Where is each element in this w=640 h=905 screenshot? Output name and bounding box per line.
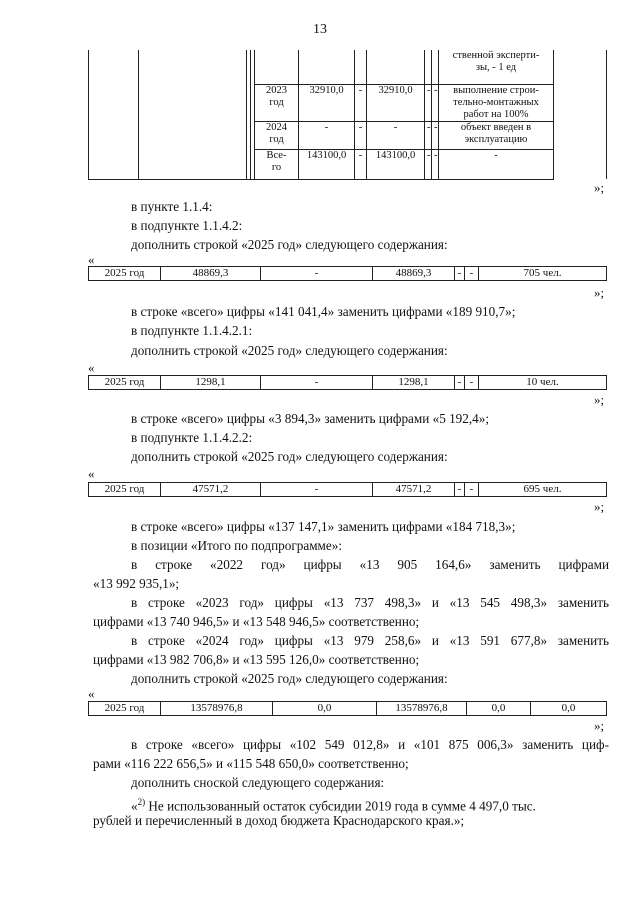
cell-regional: 143100,0: [367, 149, 425, 179]
cell-year: 2024 год: [255, 121, 299, 149]
close-quote: »;: [594, 499, 605, 514]
cell-year: 2025 год: [89, 702, 161, 716]
cell-regional: 47571,2: [373, 483, 455, 497]
cell-result: ственной эксперти- зы, - 1 ед: [439, 50, 554, 84]
row-2025-table: [88, 375, 607, 390]
cell-local: -: [425, 121, 432, 149]
cell-year: Все- го: [255, 149, 299, 179]
table-row: [89, 149, 607, 179]
text-line: в строке «всего» цифры «141 041,4» заменить цифрами «189 910,7»;: [131, 304, 516, 319]
row-2025-table: [88, 482, 607, 497]
cell-blank: [89, 149, 139, 179]
cell-other: -: [465, 376, 479, 390]
cell-local: -: [455, 376, 465, 390]
cell-other: -: [432, 121, 439, 149]
cell-total: 13578976,8: [161, 702, 273, 716]
table-row: [89, 50, 607, 84]
cell-blank: [554, 50, 607, 84]
table-row: [89, 483, 607, 497]
cell-total: 143100,0: [299, 149, 355, 179]
cell-other: 0,0: [531, 702, 607, 716]
cell-blank: [89, 84, 139, 121]
cell-federal: -: [261, 267, 373, 281]
open-quote: «: [88, 466, 95, 481]
cell-result: 705 чел.: [479, 267, 607, 281]
cell-regional: 32910,0: [367, 84, 425, 121]
cell-local: -: [455, 267, 465, 281]
cell-federal: [355, 50, 367, 84]
text-line: цифрами «13 982 706,8» и «13 595 126,0» соответственно;: [93, 652, 420, 667]
cell-federal: -: [355, 149, 367, 179]
table-row: [89, 121, 607, 149]
text-line: в подпункте 1.1.4.2.2:: [131, 430, 253, 445]
cell-total: [299, 50, 355, 84]
row-2025-table: [88, 266, 607, 281]
open-quote: «: [88, 360, 95, 375]
cell-blank: [139, 149, 247, 179]
close-quote: »;: [594, 285, 605, 300]
text-line: в подпункте 1.1.4.2.1:: [131, 323, 253, 338]
footnote-line: [131, 794, 536, 814]
table-row: [89, 267, 607, 281]
cell-regional: 1298,1: [373, 376, 455, 390]
cell-local: -: [455, 483, 465, 497]
close-quote: »;: [594, 392, 605, 407]
text-line: в строке «всего» цифры «3 894,3» заменить цифрами «5 192,4»;: [131, 411, 490, 426]
close-quote: »;: [594, 718, 605, 733]
text-line: в строке «всего» цифры «102 549 012,8» и «101 875 006,3» заменить циф-: [131, 737, 609, 752]
cell-year: 2025 год: [89, 267, 161, 281]
cell-other: -: [432, 84, 439, 121]
text-line: дополнить сноской следующего содержания:: [131, 775, 385, 790]
cell-federal: 0,0: [273, 702, 377, 716]
cell-blank: [139, 121, 247, 149]
text-line: дополнить строкой «2025 год» следующего содержания:: [131, 671, 448, 686]
cell-federal: -: [261, 376, 373, 390]
cell-federal: -: [355, 121, 367, 149]
text-line: в строке «2023 год» цифры «13 737 498,3» и «13 545 498,3» заменить: [131, 595, 609, 610]
cell-other: -: [465, 267, 479, 281]
page-number: 13: [313, 22, 327, 37]
text-line: рами «116 222 656,5» и «115 548 650,0» соответственно;: [93, 756, 409, 771]
cell-result: 695 чел.: [479, 483, 607, 497]
cell-regional: -: [367, 121, 425, 149]
table-row: [89, 702, 607, 716]
cell-blank: [139, 84, 247, 121]
cell-local: 0,0: [467, 702, 531, 716]
open-quote: «: [88, 686, 95, 701]
cell-blank: [139, 50, 247, 84]
text-line: в пункте 1.1.4:: [131, 199, 213, 214]
cell-blank: [89, 50, 139, 84]
cell-total: 32910,0: [299, 84, 355, 121]
text-line: в позиции «Итого по подпрограмме»:: [131, 538, 343, 553]
cell-other: -: [432, 149, 439, 179]
cell-blank: [554, 121, 607, 149]
cell-total: -: [299, 121, 355, 149]
cell-result: объект введен в эксплуатацию: [439, 121, 554, 149]
table-row: [89, 84, 607, 121]
cell-year: [255, 50, 299, 84]
text-line: в строке «2024 год» цифры «13 979 258,6» и «13 591 677,8» заменить: [131, 633, 609, 648]
cell-local: [425, 50, 432, 84]
cell-total: 48869,3: [161, 267, 261, 281]
cell-total: 1298,1: [161, 376, 261, 390]
footnote-text: Не использованный остаток субсидии 2019 года в сумме 4 497,0 тыс.: [145, 798, 536, 814]
cell-year: 2025 год: [89, 483, 161, 497]
footnote-open-quote: «: [131, 798, 138, 814]
cell-blank: [554, 84, 607, 121]
itogo-2025-table: [88, 701, 607, 716]
text-line: в строке «2022 год» цифры «13 905 164,6» заменить цифрами: [131, 557, 609, 572]
text-line: «13 992 935,1»;: [93, 576, 180, 591]
table-row: [89, 376, 607, 390]
text-line: дополнить строкой «2025 год» следующего содержания:: [131, 343, 448, 358]
cell-blank: [554, 149, 607, 179]
continuation-table: [88, 50, 607, 180]
cell-other: [432, 50, 439, 84]
open-quote: «: [88, 252, 95, 267]
cell-total: 47571,2: [161, 483, 261, 497]
cell-local: -: [425, 84, 432, 121]
text-line: рублей и перечисленный в доход бюджета Краснодарского края.»;: [93, 813, 465, 828]
cell-blank: [89, 121, 139, 149]
cell-other: -: [465, 483, 479, 497]
cell-federal: -: [261, 483, 373, 497]
cell-year: 2025 год: [89, 376, 161, 390]
text-line: в подпункте 1.1.4.2:: [131, 218, 243, 233]
cell-regional: [367, 50, 425, 84]
text-line: цифрами «13 740 946,5» и «13 548 946,5» соответственно;: [93, 614, 420, 629]
cell-result: -: [439, 149, 554, 179]
text-line: в строке «всего» цифры «137 147,1» заменить цифрами «184 718,3»;: [131, 519, 516, 534]
text-line: дополнить строкой «2025 год» следующего содержания:: [131, 449, 448, 464]
close-quote: »;: [594, 180, 605, 195]
cell-regional: 48869,3: [373, 267, 455, 281]
cell-year: 2023 год: [255, 84, 299, 121]
text-line: дополнить строкой «2025 год» следующего содержания:: [131, 237, 448, 252]
footnote-marker: 2): [137, 797, 146, 807]
cell-federal: -: [355, 84, 367, 121]
cell-local: -: [425, 149, 432, 179]
cell-result: выполнение строи- тельно-монтажных работ на 100%: [439, 84, 554, 121]
cell-regional: 13578976,8: [377, 702, 467, 716]
cell-result: 10 чел.: [479, 376, 607, 390]
